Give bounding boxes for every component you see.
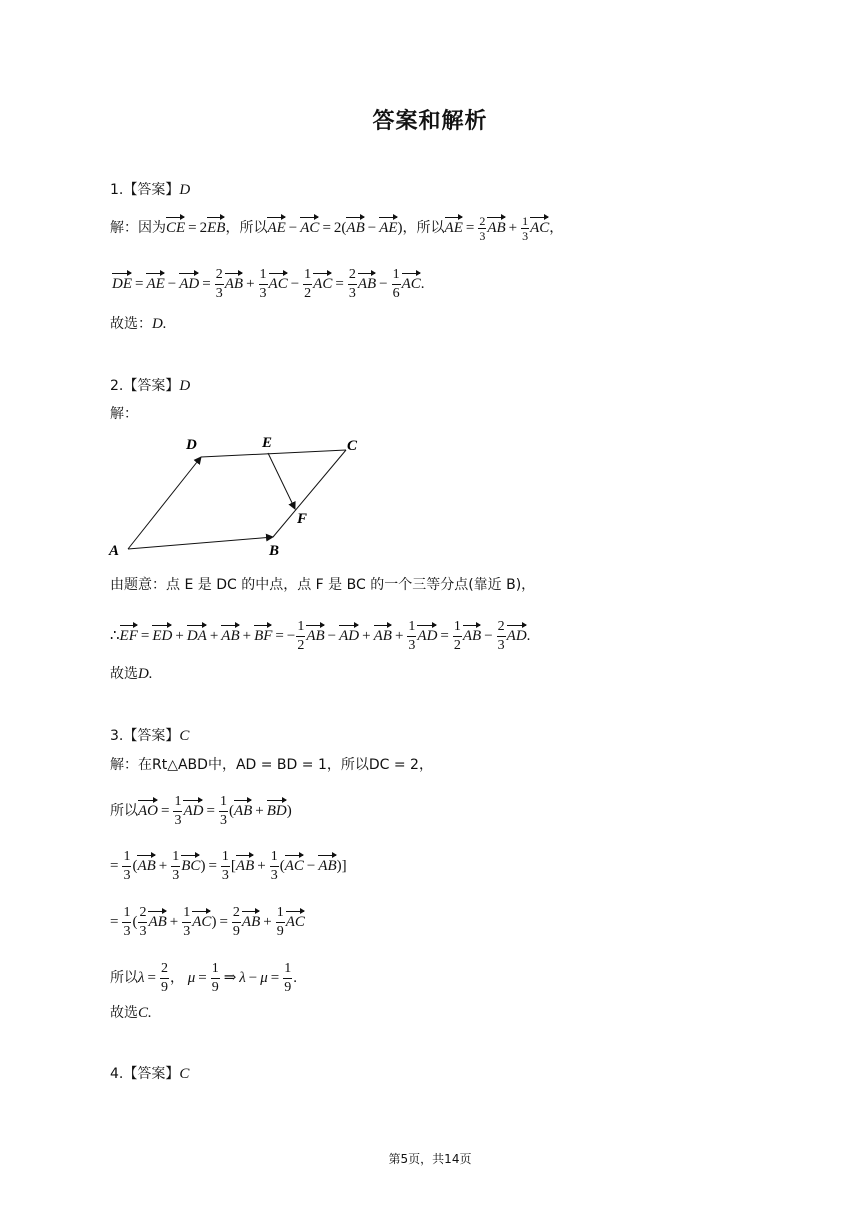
q3-header: 3.【答案】C [110,728,190,744]
q3-line4: = $\frac{1}{3}$ ( $\frac{2}{3}$ AB + $\frac{1}{3}$ AC) = $\frac{2}{9}$ AB + $\frac{1}{9}$ AC [110,905,305,939]
label-e: E [262,435,273,451]
label-c: C [347,438,358,454]
page-footer: 第5页，共14页 [388,1152,472,1166]
q2-answer: D [179,378,191,394]
vector-ab [128,537,273,549]
label-d: D [186,437,197,453]
q3-line3: = $\frac{1}{3}$ (AB + $\frac{1}{3}$ BC) = $\frac{1}{3}$ [AB + $\frac{1}{3}$ (AC − AB)] [110,849,347,883]
segment-bc [273,450,346,537]
q3-line5: 所以λ = $\frac{2}{9}$ ， μ = $\frac{1}{9}$ ⇒ λ − μ = $\frac{1}{9}$ . [110,961,298,995]
q1-conclusion: 故选：D. [110,316,167,332]
q4-answer: C [179,1066,190,1082]
q2-derivation: ∴EF = ED + DA + AB + BF = − $\frac{1}{2}$ AB − AD + AB + $\frac{1}{3}$ AD = $\frac{1}{2}$ AB − $\frac{2}{3}$ AD. [110,619,531,653]
segment-dc [201,450,346,457]
q1-solution-line1: 解：因为CE = 2EB，所以AE − AC = 2(AB − AE)，所以AE = $\frac{2}{3}$ AB + $\frac{1}{3}$ AC， [110,214,564,243]
vector-ad [128,457,201,549]
q4-header: 4.【答案】C [110,1066,190,1082]
q2-conclusion: 故选D. [110,666,153,682]
q1-answer: D [179,182,191,198]
parallelogram-diagram [100,425,380,565]
q1-header: 1.【答案】D [110,182,191,198]
q3-answer: C [179,728,190,744]
q2-header: 2.【答案】D [110,378,191,394]
label-b: B [269,543,280,559]
vector-ef [268,453,295,509]
q2-description: 由题意：点 E 是 DC 的中点，点 F 是 BC 的一个三等分点(靠近 B)， [110,577,536,593]
page-title: 答案和解析 [372,109,488,134]
label-f: F [297,511,308,527]
q3-conclusion: 故选C. [110,1005,152,1021]
q1-solution-line2: DE = AE − AD = $\frac{2}{3}$ AB + $\frac{1}{3}$ AC − $\frac{1}{2}$ AC = $\frac{2}{3}$ AB − $\frac{1}{6}$ AC. [112,267,425,301]
q3-line1: 解：在Rt△ABD中，AD = BD = 1，所以DC = 2， [110,757,433,773]
q2-solution-label: 解： [110,406,138,422]
label-a: A [109,543,120,559]
q3-line2: 所以AO = $\frac{1}{3}$ AD = $\frac{1}{3}$ (AB + BD) [110,794,292,828]
